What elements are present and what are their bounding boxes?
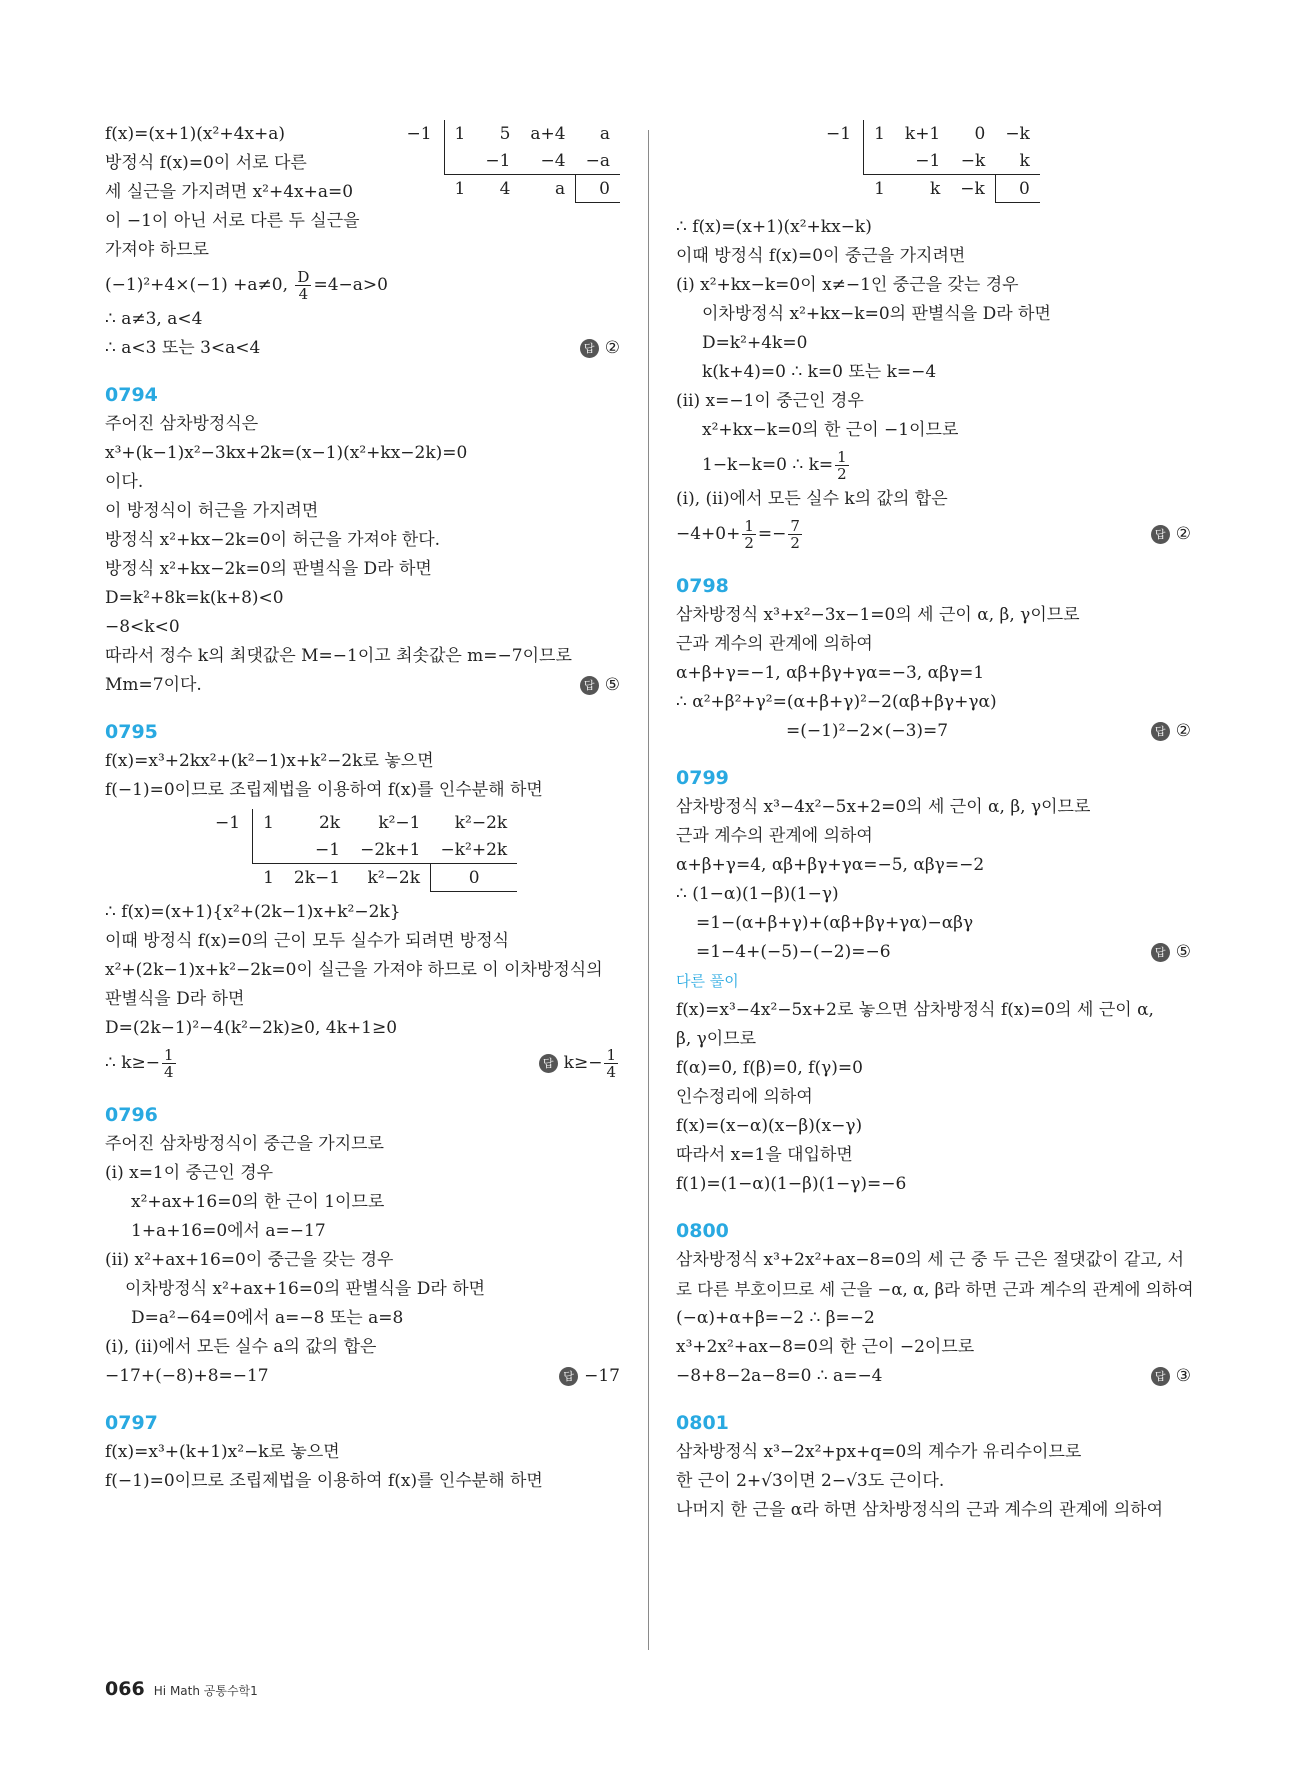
answer-value: ⑤ [1175, 942, 1191, 962]
answer-badge-icon: 답 [1151, 1367, 1170, 1386]
answer-badge-icon: 답 [1151, 525, 1170, 544]
answer [559, 1362, 620, 1391]
fraction [788, 518, 802, 551]
text-line: x²+(2k−1)x+k²−2k=0이 실근을 가져야 하므로 이 이차방정식의 [105, 960, 603, 980]
page-number: 066 [105, 1678, 145, 1700]
syn-remainder: 0 [995, 175, 1040, 203]
problem-0797 [105, 1409, 620, 1496]
syn-remainder: 0 [431, 864, 518, 892]
fraction [835, 449, 849, 482]
text-line: ∴ f(x)=(x+1){x²+(2k−1)x+k²−2k} [105, 902, 401, 922]
syn-remainder: 0 [576, 175, 620, 203]
syn-cell: 1 [864, 120, 895, 147]
answer-badge-icon: 답 [539, 1054, 558, 1073]
text-line: x²+kx−k=0의 한 근이 −1이므로 [702, 420, 959, 440]
answer-value: ② [604, 338, 620, 358]
syn-cell: k+1 [904, 123, 941, 144]
answer [580, 671, 620, 700]
text-line: f(x)=(x−α)(x−β)(x−γ) [676, 1116, 863, 1136]
text-line: 삼차방정식 x³+2x²+ax−8=0의 세 근 중 두 근은 절댓값이 같고, 서 [676, 1250, 1185, 1270]
text-line-fraction [676, 445, 1191, 485]
text-line: 이때 방정식 f(x)=0이 중근을 가지려면 [676, 246, 966, 266]
syn-cell: a [599, 123, 610, 144]
problem-0795 [105, 718, 620, 1083]
problem-0798 [676, 572, 1191, 746]
syn-cell: −1 [284, 836, 350, 864]
syn-cell: −a [576, 147, 620, 175]
syn-cell: 2k [318, 812, 341, 833]
problem-0797-continued [676, 120, 1191, 554]
problem-number: 0797 [105, 1412, 158, 1434]
text-line: x³+(k−1)x²−3kx+2k=(x−1)(x²+kx−2k)=0 [105, 443, 468, 463]
expr: ∴ a<3 또는 3<a<4 [105, 338, 261, 358]
text-line: f(−1)=0이므로 조립제법을 이용하여 f(x)를 인수분해 하면 [105, 1471, 543, 1491]
text-line: f(1)=(1−α)(1−β)(1−γ)=−6 [676, 1174, 907, 1194]
syn-cell: k²−1 [378, 812, 421, 833]
syn-cell [253, 836, 284, 864]
denominator: 2 [837, 465, 847, 483]
syn-lead: −1 [406, 123, 432, 144]
syn-cell: −k [1005, 123, 1030, 144]
text-line: D=(2k−1)²−4(k²−2k)≥0, 4k+1≥0 [105, 1018, 398, 1038]
text-line: 한 근이 2+√3이면 2−√3도 근이다. [676, 1471, 945, 1491]
denominator: 2 [744, 534, 754, 552]
answer-badge-icon: 답 [580, 339, 599, 358]
text-line: 근과 계수의 관계에 의하여 [676, 826, 873, 846]
problem-0796 [105, 1101, 620, 1391]
answer [1151, 1362, 1191, 1391]
page-footer [105, 1678, 258, 1700]
text-line [676, 1362, 1191, 1391]
answer [1151, 514, 1191, 554]
expr: −17+(−8)+8=−17 [105, 1366, 269, 1386]
text-line: =1−(α+β+γ)+(αβ+βγ+γα)−αβγ [696, 913, 974, 933]
alternative-solution-label: 다른 풀이 [676, 972, 739, 990]
syn-cell: k²−2k [454, 812, 508, 833]
text-line: 방정식 x²+kx−2k=0이 허근을 가져야 한다. [105, 530, 441, 550]
answer-value: ② [1175, 524, 1191, 544]
synthetic-division-0797 [816, 120, 1040, 203]
expr: =− [757, 524, 787, 544]
text-line: (ⅰ), (ⅱ)에서 모든 실수 a의 값의 합은 [105, 1337, 377, 1357]
denominator: 4 [164, 1063, 174, 1081]
expr: −8+8−2a−8=0 ∴ a=−4 [676, 1366, 883, 1386]
fraction [162, 1047, 176, 1080]
denominator: 2 [790, 534, 800, 552]
syn-cell: 1 [874, 178, 885, 199]
expr: −4+0+ [676, 524, 741, 544]
text-line-fraction [105, 1043, 620, 1083]
text-line: f(x)=x³−4x²−5x+2로 놓으면 삼차방정식 f(x)=0의 세 근이 α, [676, 1000, 1154, 1020]
text-line: 근과 계수의 관계에 의하여 [676, 634, 873, 654]
text-line [105, 671, 620, 700]
text-line: α+β+γ=−1, αβ+βγ+γα=−3, αβγ=1 [676, 663, 985, 683]
text-line: 세 실근을 가지려면 x²+4x+a=0 [105, 182, 354, 202]
column-divider [648, 130, 649, 1650]
syn-cell: 4 [499, 178, 511, 199]
problem-number: 0795 [105, 721, 158, 743]
problem-number: 0801 [676, 1412, 729, 1434]
expr: 1−k−k=0 ∴ k= [702, 455, 834, 475]
expr: =1−4+(−5)−(−2)=−6 [696, 942, 891, 962]
text-line: 이때 방정식 f(x)=0의 근이 모두 실수가 되려면 방정식 [105, 931, 510, 951]
syn-cell: k²−2k [367, 867, 420, 888]
answer-badge-icon: 답 [1151, 722, 1170, 741]
numerator: 7 [790, 517, 800, 535]
text-line: 로 다른 부호이므로 세 근을 −α, α, β라 하면 근과 계수의 관계에 의하여 [676, 1280, 1194, 1299]
text-line: 이 −1이 아닌 서로 다른 두 실근을 [105, 211, 360, 231]
text-line: (ⅱ) x=−1이 중근인 경우 [676, 391, 864, 411]
problem-number: 0794 [105, 384, 158, 406]
text-line: D=k²+8k=k(k+8)<0 [105, 588, 284, 608]
problem-0794 [105, 381, 620, 700]
text-line: 이차방정식 x²+ax+16=0의 판별식을 D라 하면 [125, 1279, 486, 1299]
text-line-fraction [676, 514, 1191, 554]
text-line: ∴ f(x)=(x+1)(x²+kx−k) [676, 217, 872, 237]
numerator: 1 [837, 448, 847, 466]
fraction [295, 269, 311, 302]
text-line: 삼차방정식 x³+x²−3x−1=0의 세 근이 α, β, γ이므로 [676, 605, 1080, 625]
syn-cell: −k [960, 178, 985, 199]
syn-cell: −k [950, 147, 995, 175]
top-solution [105, 120, 620, 363]
fraction [604, 1047, 618, 1080]
syn-cell: 1 [444, 120, 475, 147]
text-line: (ⅰ), (ⅱ)에서 모든 실수 k의 값의 합은 [676, 489, 948, 509]
problem-0799 [676, 764, 1191, 1199]
syn-cell: 1 [253, 809, 284, 836]
syn-cell: −1 [475, 147, 520, 175]
text-line: 따라서 x=1을 대입하면 [676, 1145, 853, 1165]
text-line: f(α)=0, f(β)=0, f(γ)=0 [676, 1058, 863, 1078]
text-line: 방정식 x²+kx−2k=0의 판별식을 D라 하면 [105, 559, 432, 579]
problem-0801 [676, 1409, 1191, 1525]
answer-badge-icon: 답 [559, 1367, 578, 1386]
expr: =4−a>0 [313, 275, 388, 295]
answer-badge-icon: 답 [1151, 943, 1170, 962]
text-line: 삼차방정식 x³−2x²+px+q=0의 계수가 유리수이므로 [676, 1442, 1082, 1462]
problem-0800 [676, 1217, 1194, 1391]
answer-value: ⑤ [604, 675, 620, 695]
answer [1151, 938, 1191, 967]
text-line: f(x)=(x+1)(x²+4x+a) [105, 124, 285, 144]
text-line: 이다. [105, 472, 144, 492]
answer [1151, 717, 1191, 746]
text-line: (−α)+α+β=−2 ∴ β=−2 [676, 1308, 875, 1328]
syn-cell: −4 [520, 147, 575, 175]
text-line: 이 방정식이 허근을 가지려면 [105, 501, 319, 521]
text-line: −8<k<0 [105, 617, 180, 637]
expr: (−1)²+4×(−1) +a≠0, [105, 275, 289, 295]
text-line: 따라서 정수 k의 최댓값은 M=−1이고 최솟값은 m=−7이므로 [105, 646, 572, 666]
text-line: 삼차방정식 x³−4x²−5x+2=0의 세 근이 α, β, γ이므로 [676, 797, 1091, 817]
text-line: α+β+γ=4, αβ+βγ+γα=−5, αβγ=−2 [676, 855, 985, 875]
text-line [105, 334, 620, 363]
syn-lead: −1 [826, 123, 852, 144]
syn-cell: −k²+2k [431, 836, 518, 864]
text-line: (ⅰ) x²+kx−k=0이 x≠−1인 중근을 갖는 경우 [676, 275, 1019, 295]
syn-cell: k [929, 178, 941, 199]
text-line [676, 717, 1191, 746]
syn-cell: a+4 [530, 123, 566, 144]
text-line: 1+a+16=0에서 a=−17 [131, 1221, 326, 1241]
answer-value: k≥− [563, 1053, 603, 1073]
text-line: D=k²+4k=0 [702, 333, 808, 353]
problem-number: 0798 [676, 575, 729, 597]
text-line: f(x)=x³+2kx²+(k²−1)x+k²−2k로 놓으면 [105, 751, 434, 771]
answer [580, 334, 620, 363]
text-line: (ⅰ) x=1이 중근인 경우 [105, 1163, 274, 1183]
syn-cell: k [995, 147, 1040, 175]
syn-cell [864, 147, 895, 175]
text-line: 인수정리에 의하여 [676, 1087, 813, 1107]
text-line: f(x)=x³+(k+1)x²−k로 놓으면 [105, 1442, 340, 1462]
syn-cell: 2k−1 [293, 867, 341, 888]
answer-badge-icon: 답 [580, 676, 599, 695]
syn-cell: 1 [454, 178, 466, 199]
answer-value: −17 [584, 1366, 620, 1386]
text-line: k(k+4)=0 ∴ k=0 또는 k=−4 [702, 362, 937, 382]
text-line: ∴ α²+β²+γ²=(α+β+γ)²−2(αβ+βγ+γα) [676, 692, 997, 712]
text-line [676, 938, 1191, 967]
text-line: x²+ax+16=0의 한 근이 1이므로 [131, 1192, 385, 1212]
text-line: x³+2x²+ax−8=0의 한 근이 −2이므로 [676, 1337, 975, 1357]
syn-cell: 0 [974, 123, 986, 144]
syn-cell: 1 [263, 867, 274, 888]
answer-value: ② [1175, 721, 1191, 741]
text-line: 판별식을 D라 하면 [105, 989, 245, 1009]
right-column [676, 120, 1194, 1525]
denominator: 4 [606, 1063, 616, 1081]
text-line: ∴ a≠3, a<4 [105, 309, 203, 329]
numerator: D [297, 268, 310, 286]
syn-lead: −1 [215, 812, 241, 833]
text-line: 방정식 f(x)=0이 서로 다른 [105, 153, 307, 173]
text-line: 나머지 한 근을 α라 하면 삼차방정식의 근과 계수의 관계에 의하여 [676, 1500, 1164, 1520]
text-line: β, γ이므로 [676, 1029, 757, 1049]
numerator: 1 [606, 1046, 616, 1064]
fraction [742, 518, 756, 551]
text-line [105, 1362, 620, 1391]
text-line: D=a²−64=0에서 a=−8 또는 a=8 [131, 1308, 404, 1328]
answer-value: ③ [1175, 1366, 1191, 1386]
text-line: 주어진 삼차방정식은 [105, 414, 259, 434]
problem-number: 0800 [676, 1220, 729, 1242]
text-line-fraction [105, 265, 620, 305]
syn-cell: −2k+1 [350, 836, 430, 864]
expr: =(−1)²−2×(−3)=7 [786, 721, 949, 741]
numerator: 1 [164, 1046, 174, 1064]
left-column [105, 120, 620, 1496]
text-line: (ⅱ) x²+ax+16=0이 중근을 갖는 경우 [105, 1250, 394, 1270]
syn-cell: a [554, 178, 566, 199]
denominator: 4 [298, 285, 309, 303]
text-line: f(−1)=0이므로 조립제법을 이용하여 f(x)를 인수분해 하면 [105, 780, 543, 800]
syn-cell: −1 [895, 147, 950, 175]
text-line: 이차방정식 x²+kx−k=0의 판별식을 D라 하면 [702, 304, 1051, 324]
answer [539, 1043, 620, 1083]
problem-number: 0799 [676, 767, 729, 789]
text-line: 가져야 하므로 [105, 240, 209, 260]
problem-number: 0796 [105, 1104, 158, 1126]
synthetic-division-0795 [205, 809, 517, 892]
book-title: Hi Math 공통수학1 [153, 1684, 258, 1698]
expr: Mm=7이다. [105, 675, 202, 695]
numerator: 1 [744, 517, 754, 535]
text-line: ∴ (1−α)(1−β)(1−γ) [676, 884, 839, 904]
text-line: 주어진 삼차방정식이 중근을 가지므로 [105, 1134, 384, 1154]
syn-cell: 5 [499, 123, 511, 144]
expr: ∴ k≥− [105, 1053, 161, 1073]
